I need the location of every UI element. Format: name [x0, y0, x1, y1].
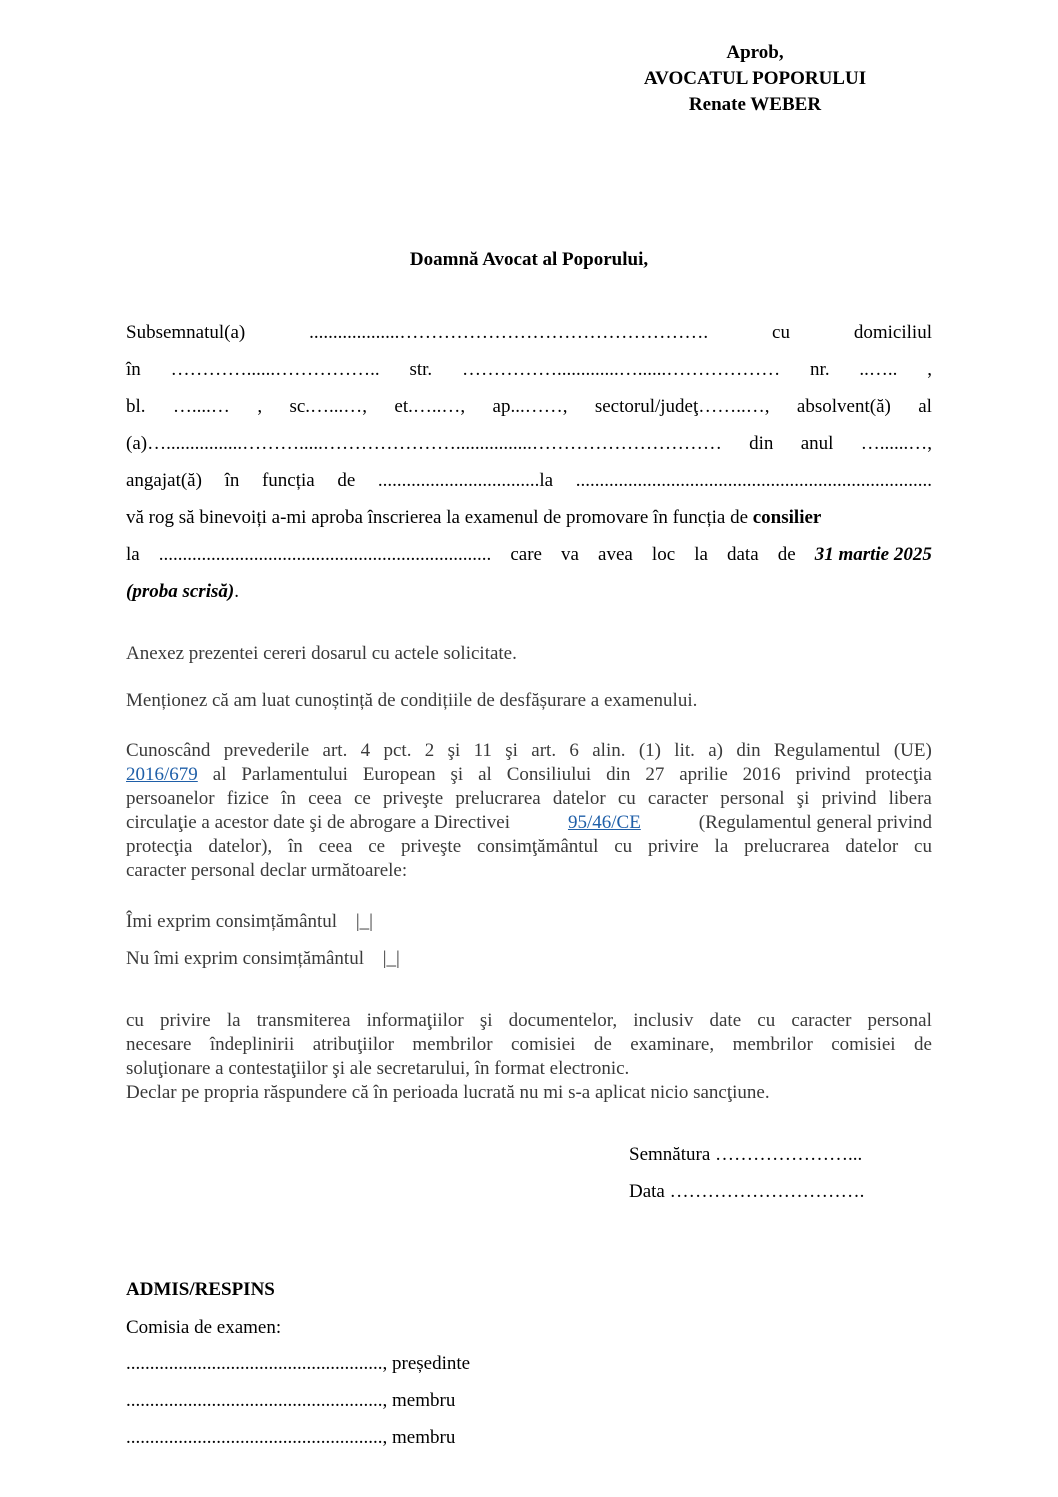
- word: de: [914, 1034, 932, 1055]
- word: şi: [450, 764, 464, 785]
- form-line-8: [126, 581, 239, 603]
- word: privire: [648, 836, 699, 857]
- word: (UE): [893, 740, 932, 761]
- word: ap...……,: [492, 396, 568, 417]
- signature-field[interactable]: Semnătura …………………...: [629, 1144, 863, 1165]
- word: …………….............…......………………: [461, 359, 781, 380]
- word: atribuţiilor: [312, 1034, 394, 1055]
- word: cu: [614, 836, 633, 857]
- word: Cunoscând: [126, 740, 211, 761]
- gdpr-line-4: [126, 812, 932, 834]
- gdpr-line-4-pre: circulaţie a acestor date şi de abrogare a Directivei: [126, 812, 511, 833]
- word: în: [281, 788, 296, 809]
- word: art.: [322, 740, 348, 761]
- form-line-6-text: vă rog să binevoiți a-mi aproba înscrierea la examenul de promovare în funcția de: [126, 507, 748, 528]
- word: libera: [888, 788, 932, 809]
- word: protecţia: [865, 764, 932, 785]
- word: în: [224, 470, 240, 491]
- date-field[interactable]: Data ………………………….: [629, 1181, 865, 1202]
- word: ...........................................................................: [575, 470, 932, 491]
- consent-no-row: [126, 948, 400, 970]
- word: (a)…................……….....…………………................…………………………: [126, 433, 722, 454]
- word: de: [337, 470, 356, 491]
- word: la: [714, 836, 729, 857]
- gdpr-line-4-post: (Regulamentul general privind: [698, 812, 932, 833]
- form-line-6: [126, 507, 821, 529]
- word: datelor: [845, 836, 899, 857]
- word: ..…..: [859, 359, 898, 380]
- commission-label: Comisia de examen:: [126, 1317, 282, 1338]
- word: priveşte: [400, 836, 462, 857]
- regulation-link[interactable]: 2016/679: [126, 764, 198, 785]
- word: 2: [424, 740, 435, 761]
- word: comisiei: [831, 1034, 896, 1055]
- word: membrilor: [732, 1034, 813, 1055]
- word: nr.: [810, 359, 830, 380]
- document-title: Doamnă Avocat al Poporului,: [409, 249, 649, 270]
- word: la: [694, 544, 708, 565]
- word: personal: [867, 1010, 932, 1031]
- form-line-1: [126, 322, 932, 344]
- gdpr-line-5: [126, 836, 932, 858]
- commission-president[interactable]: ......................................................, președinte: [126, 1353, 471, 1374]
- approval-block: [600, 40, 910, 118]
- word: str.: [409, 359, 433, 380]
- word: anul: [800, 433, 834, 454]
- approval-name: Renate WEBER: [688, 94, 822, 115]
- word: sectorul/judeţ……..…,: [594, 396, 770, 417]
- approval-title: AVOCATUL POPORULUI: [643, 68, 867, 89]
- word: privind: [821, 788, 877, 809]
- form-line-5: [126, 470, 932, 492]
- word: ......................................................................: [158, 544, 492, 565]
- word: ...................………………………………………….: [309, 322, 709, 343]
- exam-type: (proba scrisă): [126, 581, 235, 602]
- form-line-3: [126, 396, 932, 418]
- word: prevederile: [223, 740, 310, 761]
- transfer-line-1: [126, 1010, 932, 1032]
- position-name: consilier: [752, 507, 822, 528]
- word: bl.: [126, 396, 146, 417]
- word: a): [708, 740, 723, 761]
- word: şi: [505, 740, 518, 761]
- word: la: [226, 1010, 241, 1031]
- word: domiciliul: [853, 322, 932, 343]
- word: al: [918, 396, 932, 417]
- gdpr-line-1: [126, 740, 932, 762]
- form-line-2: [126, 359, 932, 381]
- transfer-line-3: soluţionare a contestaţiilor şi ale secretarului, în format electronic.: [126, 1058, 630, 1079]
- word: aprilie: [679, 764, 728, 785]
- word: ,: [257, 396, 263, 417]
- word: angajat(ă): [126, 470, 202, 491]
- word: Subsemnatul(a): [126, 322, 246, 343]
- word: inclusiv: [633, 1010, 694, 1031]
- word: transmiterea: [256, 1010, 351, 1031]
- word: şi: [796, 788, 810, 809]
- word: date: [709, 1010, 742, 1031]
- word: în: [288, 836, 303, 857]
- word: 11: [473, 740, 492, 761]
- word: cu: [126, 1010, 144, 1031]
- word: din: [736, 740, 761, 761]
- word: privind: [795, 764, 851, 785]
- gdpr-line-2: [126, 764, 932, 786]
- word: Regulamentul: [773, 740, 881, 761]
- word: fizice: [226, 788, 269, 809]
- form-line-8-end: .: [234, 581, 239, 602]
- exam-date: 31 martie 2025: [814, 544, 932, 565]
- word: prelucrarea: [744, 836, 830, 857]
- word: 2016: [742, 764, 781, 785]
- word: priveşte: [383, 788, 444, 809]
- word: pct.: [383, 740, 412, 761]
- word: privire: [160, 1010, 211, 1031]
- word: datelor: [552, 788, 606, 809]
- word: art.: [531, 740, 557, 761]
- word: documentelor,: [508, 1010, 618, 1031]
- word: cu: [757, 1010, 776, 1031]
- word: Consiliului: [506, 764, 592, 785]
- word: caracter: [791, 1010, 852, 1031]
- word: comisiei: [511, 1034, 576, 1055]
- word: în: [126, 359, 141, 380]
- directive-link[interactable]: 95/46/CE: [567, 812, 641, 833]
- gdpr-line-6: caracter personal declar următoarele:: [126, 860, 408, 881]
- word: personal: [720, 788, 785, 809]
- word: va: [561, 544, 579, 565]
- word: ceea: [308, 788, 342, 809]
- word: membrilor: [412, 1034, 493, 1055]
- annex-statement: Anexez prezentei cereri dosarul cu actele solicitate.: [126, 643, 517, 664]
- word: din: [749, 433, 774, 454]
- word: al: [212, 764, 227, 785]
- word: lit.: [674, 740, 695, 761]
- word: care: [510, 544, 542, 565]
- form-line-4: [126, 433, 932, 455]
- word: necesare: [126, 1034, 192, 1055]
- word: sc.…...…,: [289, 396, 368, 417]
- consent-no-checkbox[interactable]: |_|: [382, 948, 400, 969]
- word: …………......……………..: [170, 359, 380, 380]
- word: datelor),: [208, 836, 273, 857]
- word: alin.: [592, 740, 626, 761]
- word: 27: [645, 764, 665, 785]
- word: Parlamentului: [241, 764, 348, 785]
- word: protecţia: [126, 836, 193, 857]
- word: cu: [914, 836, 932, 857]
- mention-statement: Menționez că am luat cunoștință de condițiile de desfășurare a examenului.: [126, 690, 698, 711]
- word: data: [726, 544, 759, 565]
- word: îndeplinirii: [209, 1034, 295, 1055]
- commission-member-2[interactable]: ......................................................, membru: [126, 1427, 456, 1448]
- word: şi: [479, 1010, 493, 1031]
- word: caracter: [647, 788, 709, 809]
- word: ce: [368, 836, 386, 857]
- approval-line: Aprob,: [726, 42, 784, 63]
- consent-yes-label: Îmi exprim consimțământul: [126, 911, 338, 932]
- word: de: [593, 1034, 612, 1055]
- commission-member-1[interactable]: ......................................................, membru: [126, 1390, 456, 1411]
- word: absolvent(ă): [796, 396, 891, 417]
- word: ceea: [318, 836, 353, 857]
- word: cu: [617, 788, 636, 809]
- word: ce: [353, 788, 371, 809]
- form-line-7: [126, 544, 932, 566]
- word: examinare,: [630, 1034, 715, 1055]
- word: European: [362, 764, 436, 785]
- word: la: [126, 544, 140, 565]
- gdpr-line-3: [126, 788, 932, 810]
- word: 6: [569, 740, 579, 761]
- word: de: [777, 544, 796, 565]
- word: …....…: [172, 396, 230, 417]
- consent-yes-row: [126, 911, 373, 933]
- word: loc: [651, 544, 676, 565]
- word: din: [606, 764, 631, 785]
- admis-respins-heading: ADMIS/RESPINS: [126, 1279, 275, 1300]
- word: 4: [360, 740, 371, 761]
- word: al: [478, 764, 492, 785]
- word: funcția: [261, 470, 315, 491]
- word: cu: [772, 322, 790, 343]
- word: et.…..…,: [394, 396, 466, 417]
- word: consimţământul: [477, 836, 599, 857]
- word: avea: [598, 544, 633, 565]
- word: ,: [927, 359, 932, 380]
- consent-yes-checkbox[interactable]: |_|: [355, 911, 373, 932]
- word: şi: [447, 740, 461, 761]
- word: ..................................la: [377, 470, 554, 491]
- word: (1): [638, 740, 661, 761]
- transfer-line-2: [126, 1034, 932, 1056]
- declaration-statement: Declar pe propria răspundere că în perioada lucrată nu mi s-a aplicat nicio sancţiune.: [126, 1082, 770, 1103]
- consent-no-label: Nu îmi exprim consimțământul: [126, 948, 364, 969]
- word: …......…,: [860, 433, 932, 454]
- word: prelucrarea: [455, 788, 541, 809]
- word: persoanelor: [126, 788, 215, 809]
- word: informaţiilor: [366, 1010, 464, 1031]
